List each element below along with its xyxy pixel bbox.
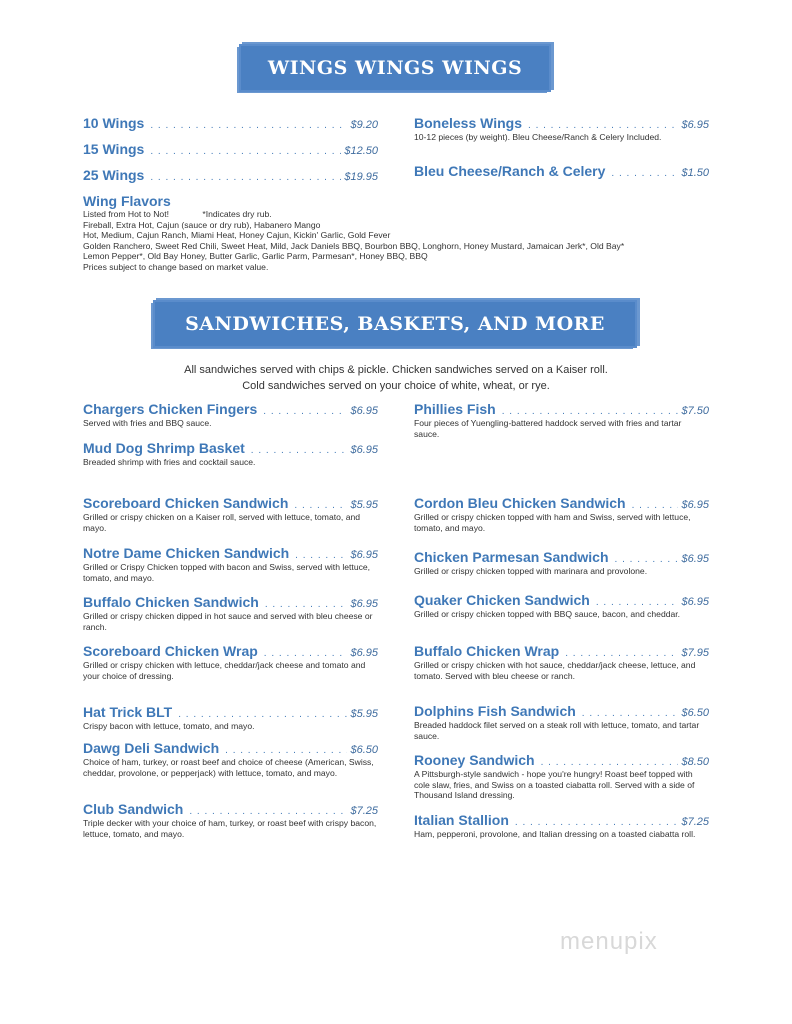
item-name: Buffalo Chicken Wrap bbox=[414, 643, 560, 659]
sandwiches-banner: SANDWICHES, BASKETS, AND MORE bbox=[155, 302, 635, 346]
item-price: $6.95 bbox=[681, 499, 709, 511]
item-price: $19.95 bbox=[344, 171, 378, 183]
leader-dots bbox=[611, 168, 678, 179]
leader-dots bbox=[541, 757, 679, 768]
item-name: Italian Stallion bbox=[414, 812, 509, 828]
item-price: $6.50 bbox=[681, 707, 709, 719]
item-name: Cordon Bleu Chicken Sandwich bbox=[414, 495, 626, 511]
item-description: Crispy bacon with lettuce, tomato, and mayo. bbox=[83, 721, 255, 731]
item-name: Scoreboard Chicken Wrap bbox=[83, 643, 258, 659]
item-price: $7.25 bbox=[350, 805, 378, 817]
menu-item bbox=[83, 545, 378, 583]
flavor-line: Prices subject to change based on market value. bbox=[83, 261, 269, 272]
leader-dots bbox=[263, 406, 347, 417]
item-name: Phillies Fish bbox=[414, 401, 496, 417]
item-price: $7.25 bbox=[681, 816, 709, 828]
menu-item bbox=[414, 401, 709, 439]
item-description: Four pieces of Yuengling-battered haddock served with fries and tartar sauce. bbox=[414, 418, 682, 439]
menu-item-header bbox=[83, 545, 378, 561]
leader-dots bbox=[150, 172, 341, 183]
item-description: Grilled or crispy chicken topped with ham and Swiss, served with lettuce, tomato, and mayo. bbox=[414, 512, 691, 533]
sandwiches-intro-1: All sandwiches served with chips & pickle. Chicken sandwiches served on a Kaiser roll. bbox=[184, 364, 608, 376]
item-price: $7.95 bbox=[681, 647, 709, 659]
leader-dots bbox=[225, 745, 347, 756]
item-description: Grilled or Crispy Chicken topped with bacon and Swiss, served with lettuce, tomato, and mayo. bbox=[83, 562, 371, 583]
menu-item bbox=[414, 643, 709, 681]
item-description: Ham, pepperoni, provolone, and Italian dressing on a toasted ciabatta roll. bbox=[414, 829, 696, 839]
leader-dots bbox=[528, 120, 678, 131]
item-description: Breaded haddock filet served on a steak roll with lettuce, tomato, and tartar sauce. bbox=[414, 720, 700, 741]
item-description: Triple decker with your choice of ham, turkey, or roast beef with crispy bacon, lettuce, tomato, and mayo. bbox=[83, 818, 377, 839]
leader-dots bbox=[615, 554, 679, 565]
item-name: Chargers Chicken Fingers bbox=[83, 401, 258, 417]
item-price: $6.95 bbox=[350, 647, 378, 659]
item-price: $6.95 bbox=[681, 119, 709, 131]
item-name: 15 Wings bbox=[83, 141, 145, 157]
menu-item bbox=[414, 703, 709, 741]
menu-item bbox=[83, 704, 378, 732]
menu-item-header bbox=[83, 141, 378, 157]
menu-item bbox=[83, 594, 378, 632]
menu-item-header bbox=[83, 401, 378, 417]
item-description: Served with fries and BBQ sauce. bbox=[83, 418, 212, 428]
item-description: Choice of ham, turkey, or roast beef and choice of cheese (American, Swiss, cheddar, provolone, or pepperjack) with lettuce, tomato, and mayo. bbox=[83, 757, 374, 778]
item-description: Grilled or crispy chicken with hot sauce, cheddar/jack cheese, lettuce, and tomato. Served with bleu cheese or ranch. bbox=[414, 660, 696, 681]
flavor-line: Hot, Medium, Cajun Ranch, Miami Heat, Honey Cajun, Kickin' Garlic, Gold Fever bbox=[83, 230, 391, 241]
menu-item-header bbox=[83, 740, 378, 756]
item-price: $1.50 bbox=[681, 167, 709, 179]
item-name: Dolphins Fish Sandwich bbox=[414, 703, 576, 719]
menu-item bbox=[83, 801, 378, 839]
item-description: Grilled or crispy chicken on a Kaiser roll, served with lettuce, tomato, and mayo. bbox=[83, 512, 361, 533]
item-price: $5.95 bbox=[350, 499, 378, 511]
menu-item bbox=[83, 141, 378, 157]
leader-dots bbox=[150, 120, 347, 131]
leader-dots bbox=[264, 648, 348, 659]
flavor-line: Golden Ranchero, Sweet Red Chili, Sweet Heat, Mild, Jack Daniels BBQ, Bourbon BBQ, Longhorn, Honey Mustard, Jamaican Jerk*, Old Bay* bbox=[83, 240, 625, 251]
item-price: $12.50 bbox=[344, 145, 378, 157]
flavor-line: Lemon Pepper*, Old Bay Honey, Butter Garlic, Garlic Parm, Parmesan*, Honey BBQ, BBQ bbox=[83, 251, 428, 262]
leader-dots bbox=[596, 597, 679, 608]
item-price: $5.95 bbox=[350, 708, 378, 720]
menu-item bbox=[414, 592, 709, 620]
menu-item bbox=[83, 115, 378, 131]
leader-dots bbox=[189, 806, 347, 817]
item-price: $6.95 bbox=[350, 405, 378, 417]
menu-item-header bbox=[414, 752, 709, 768]
menu-item-header bbox=[414, 549, 709, 565]
menu-item-header bbox=[83, 115, 378, 131]
item-description: Grilled or crispy chicken with lettuce, cheddar/jack cheese and tomato and your choice of dressing. bbox=[83, 660, 366, 681]
item-name: Mud Dog Shrimp Basket bbox=[83, 440, 245, 456]
item-price: $6.95 bbox=[681, 596, 709, 608]
item-name: Dawg Deli Sandwich bbox=[83, 740, 220, 756]
menu-item-header bbox=[83, 440, 378, 456]
menu-item-header bbox=[83, 704, 378, 720]
item-description: Grilled or crispy chicken dipped in hot sauce and served with bleu cheese or ranch. bbox=[83, 611, 373, 632]
item-price: $6.95 bbox=[681, 553, 709, 565]
item-description: A Pittsburgh-style sandwich - hope you're hungry! Roast beef topped with cole slaw, fries, and Swiss on a toasted ciabatta roll. Served with a side of Thousand Island dressing. bbox=[414, 769, 695, 800]
menu-item-header bbox=[414, 401, 709, 417]
item-name: Bleu Cheese/Ranch & Celery bbox=[414, 163, 606, 179]
item-price: $6.95 bbox=[350, 598, 378, 610]
item-price: $6.95 bbox=[350, 549, 378, 561]
sandwiches-intro-2: Cold sandwiches served on your choice of white, wheat, or rye. bbox=[242, 380, 550, 392]
item-price: $6.50 bbox=[350, 744, 378, 756]
item-name: Boneless Wings bbox=[414, 115, 523, 131]
menu-item bbox=[414, 752, 709, 801]
menu-item bbox=[414, 163, 709, 179]
menu-item-header bbox=[414, 643, 709, 659]
menu-item bbox=[414, 812, 709, 840]
menu-item bbox=[83, 740, 378, 778]
leader-dots bbox=[251, 445, 348, 456]
item-description: Grilled or crispy chicken topped with BBQ sauce, bacon, and cheddar. bbox=[414, 609, 681, 619]
flavor-line: Fireball, Extra Hot, Cajun (sauce or dry rub), Habanero Mango bbox=[83, 219, 321, 230]
menu-item bbox=[83, 495, 378, 533]
menu-item-header bbox=[83, 643, 378, 659]
leader-dots bbox=[178, 709, 347, 720]
menu-item-header bbox=[83, 495, 378, 511]
menu-item bbox=[414, 495, 709, 533]
item-price: $7.50 bbox=[681, 405, 709, 417]
leader-dots bbox=[502, 406, 679, 417]
menu-item-header bbox=[414, 115, 709, 131]
menu-item bbox=[83, 643, 378, 681]
menu-item bbox=[414, 115, 709, 143]
item-description: Grilled or crispy chicken topped with marinara and provolone. bbox=[414, 566, 648, 576]
menu-item-header bbox=[83, 801, 378, 817]
leader-dots bbox=[515, 817, 679, 828]
item-price: $6.95 bbox=[350, 444, 378, 456]
leader-dots bbox=[295, 550, 347, 561]
flavor-line: Listed from Hot to Not! *Indicates dry rub. bbox=[83, 209, 272, 219]
menu-item bbox=[414, 549, 709, 577]
wing-flavors bbox=[83, 193, 683, 273]
leader-dots bbox=[632, 500, 679, 511]
menu-item-header bbox=[414, 163, 709, 179]
wings-banner: WINGS WINGS WINGS bbox=[241, 46, 549, 90]
menu-item-header bbox=[83, 167, 378, 183]
wing-flavors-title: Wing Flavors bbox=[83, 193, 171, 209]
menu-item-header bbox=[414, 495, 709, 511]
item-description: 10-12 pieces (by weight). Bleu Cheese/Ranch & Celery Included. bbox=[414, 132, 662, 142]
item-name: Scoreboard Chicken Sandwich bbox=[83, 495, 289, 511]
menu-item-header bbox=[414, 812, 709, 828]
menu-item-header bbox=[414, 592, 709, 608]
item-name: Chicken Parmesan Sandwich bbox=[414, 549, 609, 565]
item-name: Club Sandwich bbox=[83, 801, 184, 817]
menu-item bbox=[83, 401, 378, 429]
item-price: $8.50 bbox=[681, 756, 709, 768]
leader-dots bbox=[565, 648, 678, 659]
item-name: 25 Wings bbox=[83, 167, 145, 183]
leader-dots bbox=[582, 708, 679, 719]
leader-dots bbox=[265, 599, 348, 610]
item-name: 10 Wings bbox=[83, 115, 145, 131]
item-price: $9.20 bbox=[350, 119, 378, 131]
menu-item-header bbox=[83, 594, 378, 610]
item-name: Quaker Chicken Sandwich bbox=[414, 592, 590, 608]
item-name: Buffalo Chicken Sandwich bbox=[83, 594, 259, 610]
menu-item-header bbox=[414, 703, 709, 719]
item-name: Rooney Sandwich bbox=[414, 752, 535, 768]
leader-dots bbox=[294, 500, 347, 511]
leader-dots bbox=[150, 146, 341, 157]
menupix-watermark: menupix bbox=[560, 928, 658, 955]
item-name: Hat Trick BLT bbox=[83, 704, 173, 720]
item-name: Notre Dame Chicken Sandwich bbox=[83, 545, 290, 561]
item-description: Breaded shrimp with fries and cocktail sauce. bbox=[83, 457, 256, 467]
menu-item bbox=[83, 440, 378, 468]
menu-item bbox=[83, 167, 378, 183]
